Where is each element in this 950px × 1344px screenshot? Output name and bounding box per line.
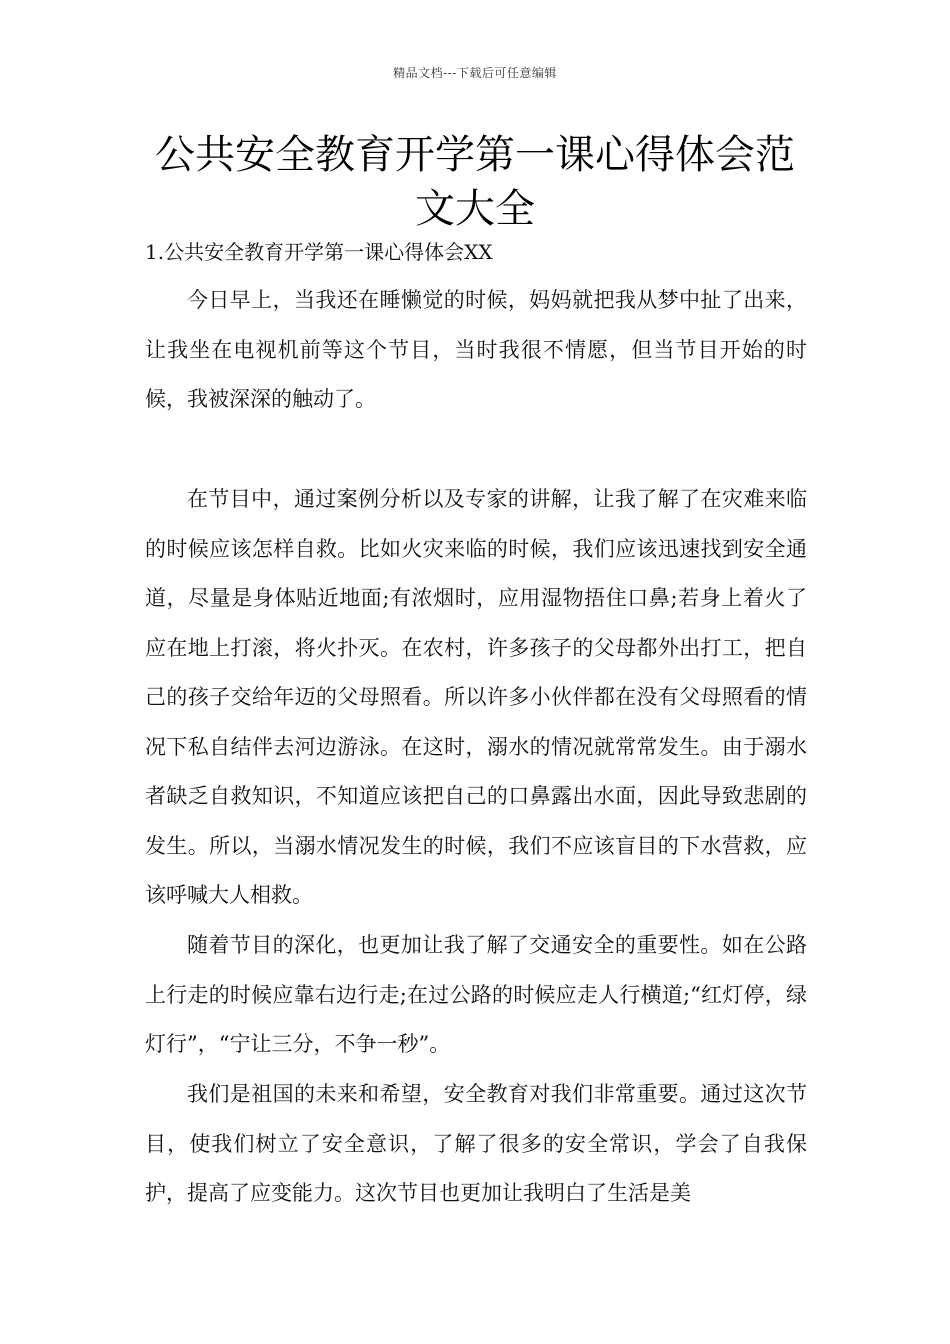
paragraph-1: 今日早上，当我还在睡懒觉的时候，妈妈就把我从梦中扯了出来，让我坐在电视机前等这个节目，当时我很不情愿，但当节目开始的时候，我被深深的触动了。 — [145, 288, 807, 411]
paragraph-2: 在节目中，通过案例分析以及专家的讲解，让我了解了在灾难来临的时候应该怎样自救。比如火灾来临的时候，我们应该迅速找到安全通道，尽量是身体贴近地面;有浓烟时，应用湿物捂住口鼻;若身上着火了应在地上打滚，将火扑灭。在农村，许多孩子的父母都外出打工，把自己的孩子交给年迈的父母照看。所以许多小伙伴都在没有父母照看的情况下私自结伴去河边游泳。在这时，溺水的情况就常常发生。由于溺水者缺乏自救知识，不知道应该把自己的口鼻露出水面，因此导致悲剧的发生。所以，当溺水情况发生的时候，我们不应该盲目的下水营救，应该呼喊大人相救。 — [145, 487, 807, 907]
paragraph-3: 随着节目的深化，也更加让我了解了交通安全的重要性。如在公路上行走的时候应靠右边行走;在过公路的时候应走人行横道;“红灯停，绿灯行”，“宁让三分，不争一秒”。 — [145, 933, 807, 1056]
document-title: 公共安全教育开学第一课心得体会范文大全 — [155, 132, 795, 232]
header-note: 精品文档---下载后可任意编辑 — [393, 66, 557, 80]
section-heading: 1.公共安全教育开学第一课心得体会XX — [145, 240, 493, 264]
paragraph-4: 我们是祖国的未来和希望，安全教育对我们非常重要。通过这次节目，使我们树立了安全意识，了解了很多的安全常识，学会了自我保护，提高了应变能力。这次节目也更加让我明白了生活是美 — [145, 1082, 807, 1205]
